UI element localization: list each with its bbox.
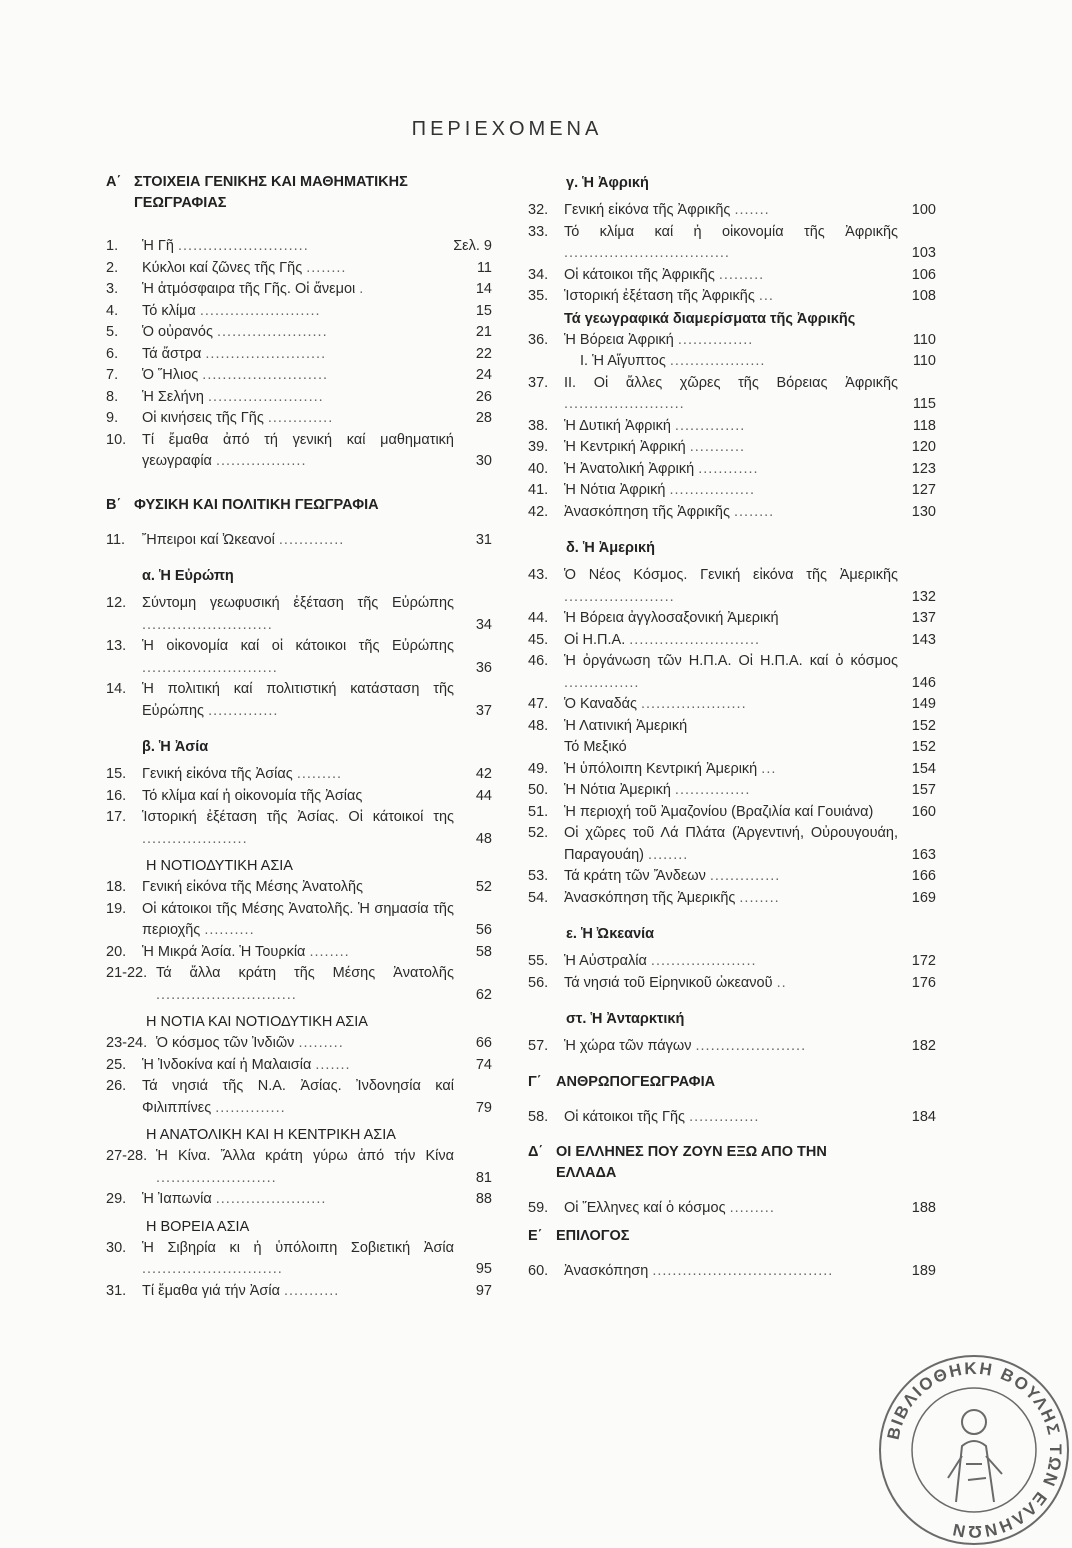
toc-entry[interactable]: 44. Ἡ Βόρεια ἀγγλοσαξονική Ἀμερική 137 [528,610,936,626]
subsection-africa: γ. Ἡ Ἀφρική [566,175,649,191]
stamp-text: ΒΙΒΛΙΟΘΗΚΗ ΒΟΥΛΗΣ ΤΩΝ ΕΛΛΗΝΩΝ [883,1358,1066,1542]
toc-left-column [106,172,498,1302]
toc-entry[interactable]: 53. Τά κράτη τῶν Ἄνδεων .............. 166 [528,868,936,884]
toc-entry[interactable]: 5. Ὁ οὐρανός ...................... 21 [106,324,492,340]
subsection-antarctica: στ. Ἡ Ἀνταρκτική [566,1011,685,1027]
toc-entry[interactable]: 36. Ἡ Βόρεια Ἀφρική ............... 110 [528,331,936,348]
section-g-heading: Γ΄ ΑΝΘΡΩΠΟΓΕΩΓΡΑΦΙΑ [528,1073,716,1090]
toc-entry[interactable]: 16. Τό κλίμα καί ἡ οἰκονομία τῆς Ἀσίας 44 [106,787,492,804]
toc-entry[interactable]: 25. Ἡ Ἰνδοκίνα καί ἡ Μαλαισία ....... 74 [106,1056,492,1073]
toc-entry[interactable]: 3. Ἡ ἀτμόσφαιρα τῆς Γῆς. Οἱ ἄνεμοι . 14 [106,281,492,297]
toc-entry[interactable]: 46. Ἡ ὀργάνωση τῶν Η.Π.Α. Οἱ Η.Π.Α. καί ὁ κόσμος ............... 146 [528,653,936,691]
region-heading: Η ΝΟΤΙΑ ΚΑΙ ΝΟΤΙΟΔΥΤΙΚΗ ΑΣΙΑ [146,1014,368,1030]
toc-entry[interactable]: 18. Γενική εἰκόνα τῆς Μέσης Ἀνατολῆς 52 [106,879,492,895]
toc-entry[interactable]: 21-22. Τά ἄλλα κράτη τῆς Μέσης Ἀνατολῆς ............................ 62 [106,965,492,1003]
toc-entry[interactable]: 55. Ἡ Αὐστραλία ..................... 172 [528,953,936,969]
toc-entry[interactable]: 7. Ὁ Ἥλιος ......................... 24 [106,367,492,383]
region-heading: Η ΑΝΑΤΟΛΙΚΗ ΚΑΙ Η ΚΕΝΤΡΙΚΗ ΑΣΙΑ [146,1127,396,1143]
toc-entry[interactable]: 17. Ἱστορική ἐξέταση τῆς Ἀσίας. Οἱ κάτοικοί της ..................... 48 [106,809,492,847]
figure-icon [948,1410,1002,1502]
toc-entry[interactable]: 60. Ἀνασκόπηση .................................... 189 [528,1262,936,1279]
toc-right-column [528,172,942,1282]
toc-entry[interactable]: 12. Σύντομη γεωφυσική ἐξέταση τῆς Εὐρώπης .......................... 34 [106,595,492,633]
toc-entry[interactable]: 43. Ὁ Νέος Κόσμος. Γενική εἰκόνα τῆς Ἀμερικῆς ...................... 132 [528,567,936,605]
section-a-heading: Α΄ ΣΤΟΙΧΕΙΑ ΓΕΝΙΚΗΣ ΚΑΙ ΜΑΘΗΜΑΤΙΚΗΣ ΓΕΩΓΡΑΦΙΑΣ [106,174,408,211]
subsection-europe: α. Ἡ Εὐρώπη [142,568,234,584]
toc-entry[interactable]: 23-24. Ὁ κόσμος τῶν Ἰνδιῶν ......... 66 [106,1035,492,1051]
subsection-america: δ. Ἡ Ἀμερική [566,540,655,556]
toc-entry[interactable]: 19. Οἱ κάτοικοι τῆς Μέσης Ἀνατολῆς. Ἡ σημασία τῆς περιοχῆς .......... 56 [106,900,492,938]
toc-entry[interactable]: 32. Γενική εἰκόνα τῆς Ἀφρικῆς ....... 100 [528,202,936,218]
toc-entry[interactable]: 29. Ἡ Ἰαπωνία ...................... 88 [106,1191,492,1207]
toc-entry[interactable]: 8. Ἡ Σελήνη ....................... 26 [106,388,492,405]
subsection-oceania: ε. Ἡ Ὠκεανία [566,926,655,942]
toc-entry[interactable]: 27-28. Ἡ Κίνα. Ἄλλα κράτη γύρω ἀπό τήν Κίνα ........................ 81 [106,1148,492,1186]
toc-entry[interactable]: 4. Τό κλίμα ........................ 15 [106,302,492,319]
toc-entry[interactable]: 6. Τά ἄστρα ........................ 22 [106,345,492,362]
section-b-heading: Β΄ ΦΥΣΙΚΗ ΚΑΙ ΠΟΛΙΤΙΚΗ ΓΕΩΓΡΑΦΙΑ [106,496,379,513]
toc-entry[interactable]: 11. Ἤπειροι καί Ὠκεανοί ............. 31 [106,531,492,548]
toc-entry[interactable]: 54. Ἀνασκόπηση τῆς Ἀμερικῆς ........ 169 [528,889,936,906]
section-d-heading: Δ΄ ΟΙ ΕΛΛΗΝΕΣ ΠΟΥ ΖΟΥΝ ΕΞΩ ΑΠΟ ΤΗΝ ΕΛΛΑΔΑ [528,1144,827,1181]
toc-entry[interactable]: Τό Μεξικό 152 [564,739,936,755]
toc-entry[interactable]: 37. II. Οἱ ἄλλες χῶρες τῆς Βόρειας Ἀφρικῆς ........................ 115 [528,374,936,412]
toc-entry[interactable]: 52. Οἱ χῶρες τοῦ Λά Πλάτα (Ἀργεντινή, Οὐρουγουάη, Παραγουάη) ........ 163 [528,825,936,863]
subsection-africa-regions: Τά γεωγραφικά διαμερίσματα τῆς Ἀφρικῆς [564,310,856,327]
toc-entry[interactable]: 50. Ἡ Νότια Ἀμερική ............... 157 [528,782,936,798]
toc-entry[interactable]: 39. Ἡ Κεντρική Ἀφρική ........... 120 [528,439,936,455]
page-title: ΠΕΡΙΕΧΟΜΕΝΑ [411,118,603,140]
toc-entry[interactable]: 41. Ἡ Νότια Ἀφρική ................. 127 [528,482,936,498]
toc-entry[interactable]: 2. Κύκλοι καί ζῶνες τῆς Γῆς ........ 11 [106,259,492,276]
toc-entry[interactable]: 35. Ἱστορική ἐξέταση τῆς Ἀφρικῆς ... 108 [528,288,936,304]
toc-entry[interactable]: 34. Οἱ κάτοικοι τῆς Ἀφρικῆς ......... 106 [528,266,936,283]
section-e-heading: Ε΄ ΕΠΙΛΟΓΟΣ [528,1227,630,1244]
toc-entry[interactable]: 57. Ἡ χώρα τῶν πάγων ...................... 182 [528,1038,936,1054]
library-stamp-icon [876,1352,1072,1548]
toc-entry[interactable]: 33. Τό κλίμα καί ἡ οἰκονομία τῆς Ἀφρικῆς ................................. 103 [528,223,936,261]
toc-entry[interactable]: 40. Ἡ Ἀνατολική Ἀφρική ............ 123 [528,460,936,477]
toc-entry[interactable]: 48. Ἡ Λατινική Ἀμερική 152 [528,717,936,734]
toc-entry[interactable]: 14. Ἡ πολιτική καί πολιτιστική κατάσταση τῆς Εὐρώπης .............. 37 [106,681,492,719]
toc-entry[interactable]: 59. Οἱ Ἕλληνες καί ὁ κόσμος ......... 188 [528,1200,936,1216]
toc-entry[interactable]: 31. Τί ἔμαθα γιά τήν Ἀσία ........... 97 [106,1282,492,1299]
subsection-asia: β. Ἡ Ἀσία [142,739,209,755]
toc-entry[interactable]: 20. Ἡ Μικρά Ἀσία. Ἡ Τουρκία ........ 58 [106,943,492,960]
toc-entry[interactable]: 58. Οἱ κάτοικοι τῆς Γῆς .............. 184 [528,1108,936,1125]
toc-entry[interactable]: I. Ἡ Αἴγυπτος ................... 110 [580,353,936,369]
toc-entry[interactable]: 38. Ἡ Δυτική Ἀφρική .............. 118 [528,417,936,434]
toc-entry[interactable]: 9. Οἱ κινήσεις τῆς Γῆς ............. 28 [106,410,492,426]
toc-entry[interactable]: 42. Ἀνασκόπηση τῆς Ἀφρικῆς ........ 130 [528,503,936,520]
toc-entry[interactable]: 56. Τά νησιά τοῦ Εἰρηνικοῦ ὠκεανοῦ .. 176 [528,974,936,991]
region-heading: Η ΝΟΤΙΟΔΥΤΙΚΗ ΑΣΙΑ [146,858,293,874]
toc-entry[interactable]: 1. Ἡ Γῆ .......................... Σελ. 9 [106,238,492,254]
toc-entry[interactable]: 51. Ἡ περιοχή τοῦ Ἀμαζονίου (Βραζιλία καί Γουιάνα) 160 [528,803,936,820]
toc-entry[interactable]: 15. Γενική εἰκόνα τῆς Ἀσίας ......... 42 [106,766,492,782]
region-heading: Η ΒΟΡΕΙΑ ΑΣΙΑ [146,1218,250,1235]
toc-entry[interactable]: 45. Οἱ Η.Π.Α. .......................... 143 [528,631,936,648]
toc-entry[interactable]: 47. Ὁ Καναδάς ..................... 149 [528,696,936,712]
toc-entry[interactable]: 26. Τά νησιά τῆς Ν.Α. Ἀσίας. Ἰνδονησία καί Φιλιππίνες .............. 79 [106,1078,492,1116]
toc-entry[interactable]: 13. Ἡ οἰκονομία καί οἱ κάτοικοι τῆς Εὐρώπης ........................... 36 [106,638,492,676]
toc-entry[interactable]: 10. Τί ἔμαθα ἀπό τή γενική καί μαθηματική γεωγραφία .................. 30 [106,431,492,469]
toc-entry[interactable]: 30. Ἡ Σιβηρία κι ἡ ὑπόλοιπη Σοβιετική Ἀσία ............................ 95 [106,1239,492,1277]
svg-text:ΒΙΒΛΙΟΘΗΚΗ ΒΟΥΛΗΣ ΤΩΝ ΕΛΛΗΝΩΝ [884,1359,1065,1541]
toc-entry[interactable]: 49. Ἡ ὑπόλοιπη Κεντρική Ἀμερική ... 154 [528,760,936,777]
